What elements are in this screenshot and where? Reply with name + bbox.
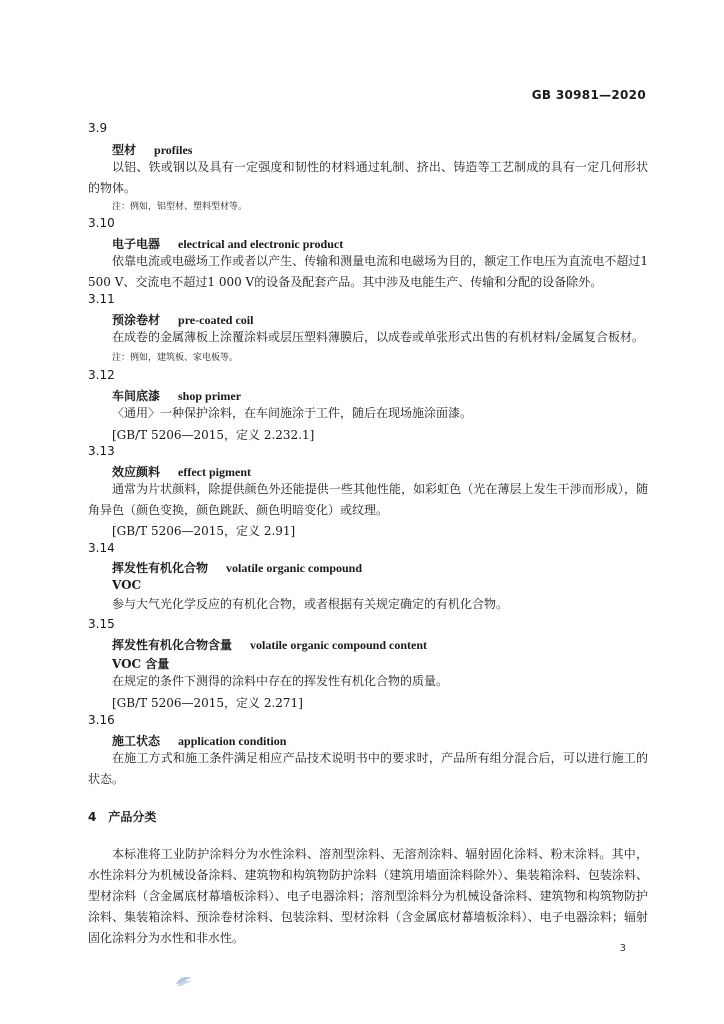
term-title	[112, 387, 241, 404]
term-definition: 以铝、铁或钢以及具有一定强度和韧性的材料通过轧制、挤出、铸造等工艺制成的具有一定几何形状的物体。	[88, 160, 648, 195]
term-number: 3.15	[88, 617, 115, 631]
term-number: 3.16	[88, 713, 115, 727]
term-number: 3.14	[88, 541, 115, 555]
term-title	[112, 141, 192, 158]
term-en: volatile organic compound content	[250, 638, 428, 652]
term-definition: 在成卷的金属薄板上涂覆涂料或层压塑料薄膜后，以成卷或单张形式出售的有机材料/金属复合板材。	[112, 330, 645, 344]
term-en: profiles	[154, 143, 193, 157]
term-zh: 车间底漆	[112, 389, 161, 403]
term-definition: 依靠电流或电磁场工作或者以产生、传输和测量电流和电磁场为目的，额定工作电压为直流电不超过1 500 V、交流电不超过1 000 V的设备及配套产品。其中涉及电能生产、传输和分配的设备除外。	[88, 254, 648, 289]
section-body: 本标准将工业防护涂料分为水性涂料、溶剂型涂料、无溶剂涂料、辐射固化涂料、粉末涂料。其中，水性涂料分为机械设备涂料、建筑物和构筑物防护涂料（建筑用墙面涂料除外）、集装箱涂料、包装涂料、型材涂料（含金属底材幕墙板涂料）、电子电器涂料；溶剂型涂料分为机械设备涂料、建筑物和构筑物防护涂料、集装箱涂料、预涂卷材涂料、包装涂料、型材涂料（含金属底材幕墙板涂料）、电子电器涂料；辐射固化涂料分为水性和非水性。	[88, 847, 648, 945]
term-en: shop primer	[178, 389, 242, 403]
term-number: 3.11	[88, 292, 115, 306]
term-reference: [GB/T 5206—2015，定义 2.232.1]	[112, 428, 315, 442]
page-number: 3	[619, 943, 626, 954]
term-abbreviation: VOC 含量	[112, 657, 170, 671]
term-definition: 〈通用〉一种保护涂料，在车间施涂于工件，随后在现场施涂面漆。	[112, 406, 473, 420]
term-abbreviation: VOC	[112, 578, 142, 592]
term-number: 3.10	[88, 216, 115, 230]
term-note: 注：例如，建筑板、家电板等。	[112, 353, 239, 363]
publisher-logo-icon	[174, 974, 194, 988]
term-en: volatile organic compound	[226, 561, 363, 575]
term-definition: 通常为片状颜料，除提供颜色外还能提供一些其他性能，如彩虹色（光在薄层上发生干涉而形成），随角异色（颜色变换，颜色跳跃、颜色明暗变化）或纹理。	[88, 482, 648, 517]
standard-number: GB 30981—2020	[531, 88, 646, 102]
term-en: electrical and electronic product	[178, 237, 344, 251]
term-zh: 型材	[112, 143, 137, 157]
term-zh: 挥发性有机化合物	[112, 561, 209, 575]
term-en: pre-coated coil	[178, 313, 254, 327]
term-definition: 参与大气光化学反应的有机化合物，或者根据有关规定确定的有机化合物。	[112, 597, 509, 611]
term-title	[112, 732, 286, 749]
term-definition: 在施工方式和施工条件满足相应产品技术说明书中的要求时，产品所有组分混合后，可以进行施工的状态。	[88, 751, 648, 786]
term-zh: 电子电器	[112, 237, 161, 251]
term-title	[112, 235, 343, 252]
term-title	[112, 463, 251, 480]
term-number: 3.9	[88, 121, 108, 135]
term-zh: 施工状态	[112, 734, 161, 748]
term-note: 注：例如，铝型材、塑料型材等。	[112, 202, 248, 212]
term-title	[112, 559, 362, 576]
section-heading: 4 产品分类	[88, 810, 157, 824]
term-zh: 效应颜料	[112, 465, 161, 479]
term-en: effect pigment	[178, 465, 251, 479]
term-number: 3.13	[88, 444, 115, 458]
term-number: 3.12	[88, 368, 115, 382]
term-title	[112, 311, 253, 328]
term-zh: 挥发性有机化合物含量	[112, 638, 233, 652]
term-en: application condition	[178, 734, 287, 748]
term-definition: 在规定的条件下测得的涂料中存在的挥发性有机化合物的质量。	[112, 674, 449, 688]
term-zh: 预涂卷材	[112, 313, 161, 327]
term-reference: [GB/T 5206—2015，定义 2.271]	[112, 696, 303, 710]
term-title	[112, 636, 427, 653]
term-reference: [GB/T 5206—2015，定义 2.91]	[112, 524, 296, 538]
